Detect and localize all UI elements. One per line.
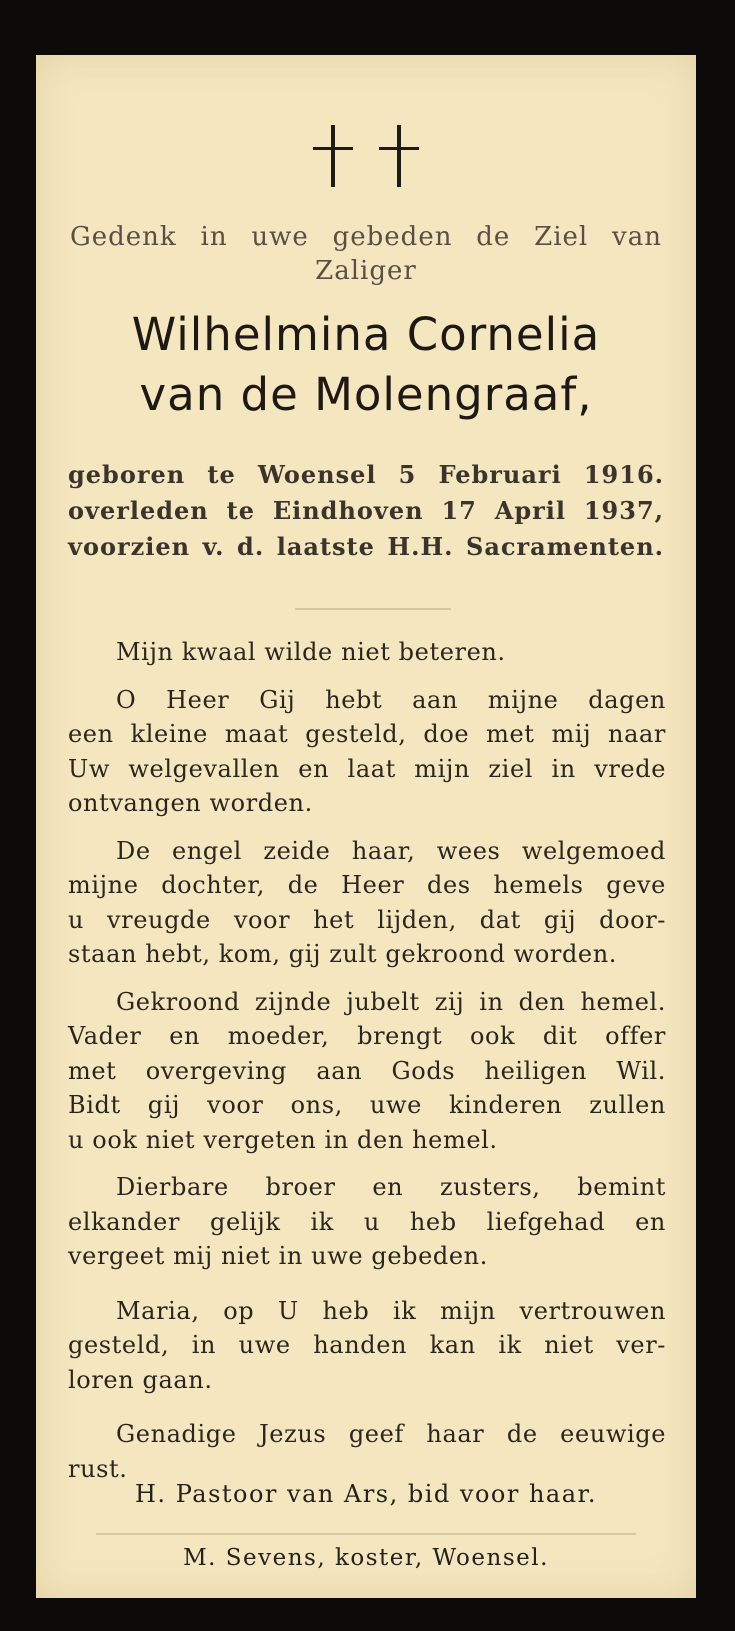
name-line: Wilhelmina Cornelia — [131, 308, 601, 361]
text-line: gesteld, in uwe handen kan ik niet ver- — [68, 1331, 666, 1359]
text-line: elkander gelijk ik u heb liefgehad en — [68, 1207, 666, 1236]
text-line: u vreugde voor het lijden, dat gij door- — [68, 905, 666, 934]
paragraph — [68, 635, 666, 670]
text-line: Vader en moeder, brengt ook dit offer — [68, 1022, 666, 1050]
intro-line: Gedenk in uwe gebeden de Ziel van — [70, 222, 662, 252]
deceased-name — [36, 305, 696, 425]
intro-line: Zaliger — [315, 256, 417, 286]
text-line: Mijn kwaal wilde niet beteren. — [116, 638, 506, 666]
printer-line: M. Sevens, koster, Woensel. — [183, 1545, 549, 1571]
intro — [70, 220, 662, 288]
text-line: met overgeving aan Gods heiligen Wil. — [68, 1056, 666, 1085]
text-line: een kleine maat gesteld, doe met mij naar — [68, 720, 666, 748]
text-line: ontvangen worden. — [68, 789, 313, 817]
prayer-text — [68, 635, 666, 1506]
closing-prayer: H. Pastoor van Ars, bid voor haar. — [135, 1480, 597, 1508]
text-line: Maria, op U heb ik mijn vertrouwen — [116, 1296, 666, 1325]
death-line: overleden te Eindhoven 17 April 1937, — [68, 496, 664, 525]
text-line: Bidt gij voor ons, uwe kinderen zullen — [68, 1091, 666, 1119]
paragraph — [68, 1294, 666, 1398]
paragraph — [68, 1417, 666, 1486]
text-line: Gekroond zijnde jubelt zij in den hemel. — [116, 987, 666, 1016]
paragraph — [68, 834, 666, 972]
paragraph — [68, 1170, 666, 1274]
crosses — [36, 125, 696, 187]
text-line: O Heer Gij hebt aan mijne dagen — [116, 685, 666, 714]
text-line: Uw welgevallen en laat mijn ziel in vrede — [68, 754, 666, 783]
life-dates — [68, 457, 664, 565]
text-line: mijne dochter, de Heer des hemels geve — [68, 871, 666, 899]
text-line: Genadige Jezus geef haar de eeuwige — [116, 1420, 666, 1448]
birth-line: geboren te Woensel 5 Februari 1916. — [68, 460, 664, 489]
divider — [96, 1533, 636, 1535]
divider — [295, 608, 451, 610]
text-line: vergeet mij niet in uwe gebeden. — [68, 1242, 488, 1270]
paragraph — [68, 985, 666, 1158]
paragraph — [68, 683, 666, 821]
cross-icon — [379, 125, 419, 187]
text-line: De engel zeide haar, wees welgemoed — [116, 836, 666, 865]
text-line: u ook niet vergeten in den hemel. — [68, 1125, 498, 1154]
text-line: Dierbare broer en zusters, bemint — [116, 1173, 666, 1201]
text-line: rust. — [68, 1454, 128, 1483]
text-line: staan hebt, kom, gij zult gekroond worden. — [68, 940, 618, 968]
sacraments-line: voorzien v. d. laatste H.H. Sacramenten. — [68, 532, 664, 561]
text-line: loren gaan. — [68, 1365, 213, 1394]
memorial-card — [36, 55, 696, 1598]
name-line: van de Molengraaf, — [139, 368, 593, 421]
cross-icon — [313, 125, 353, 187]
